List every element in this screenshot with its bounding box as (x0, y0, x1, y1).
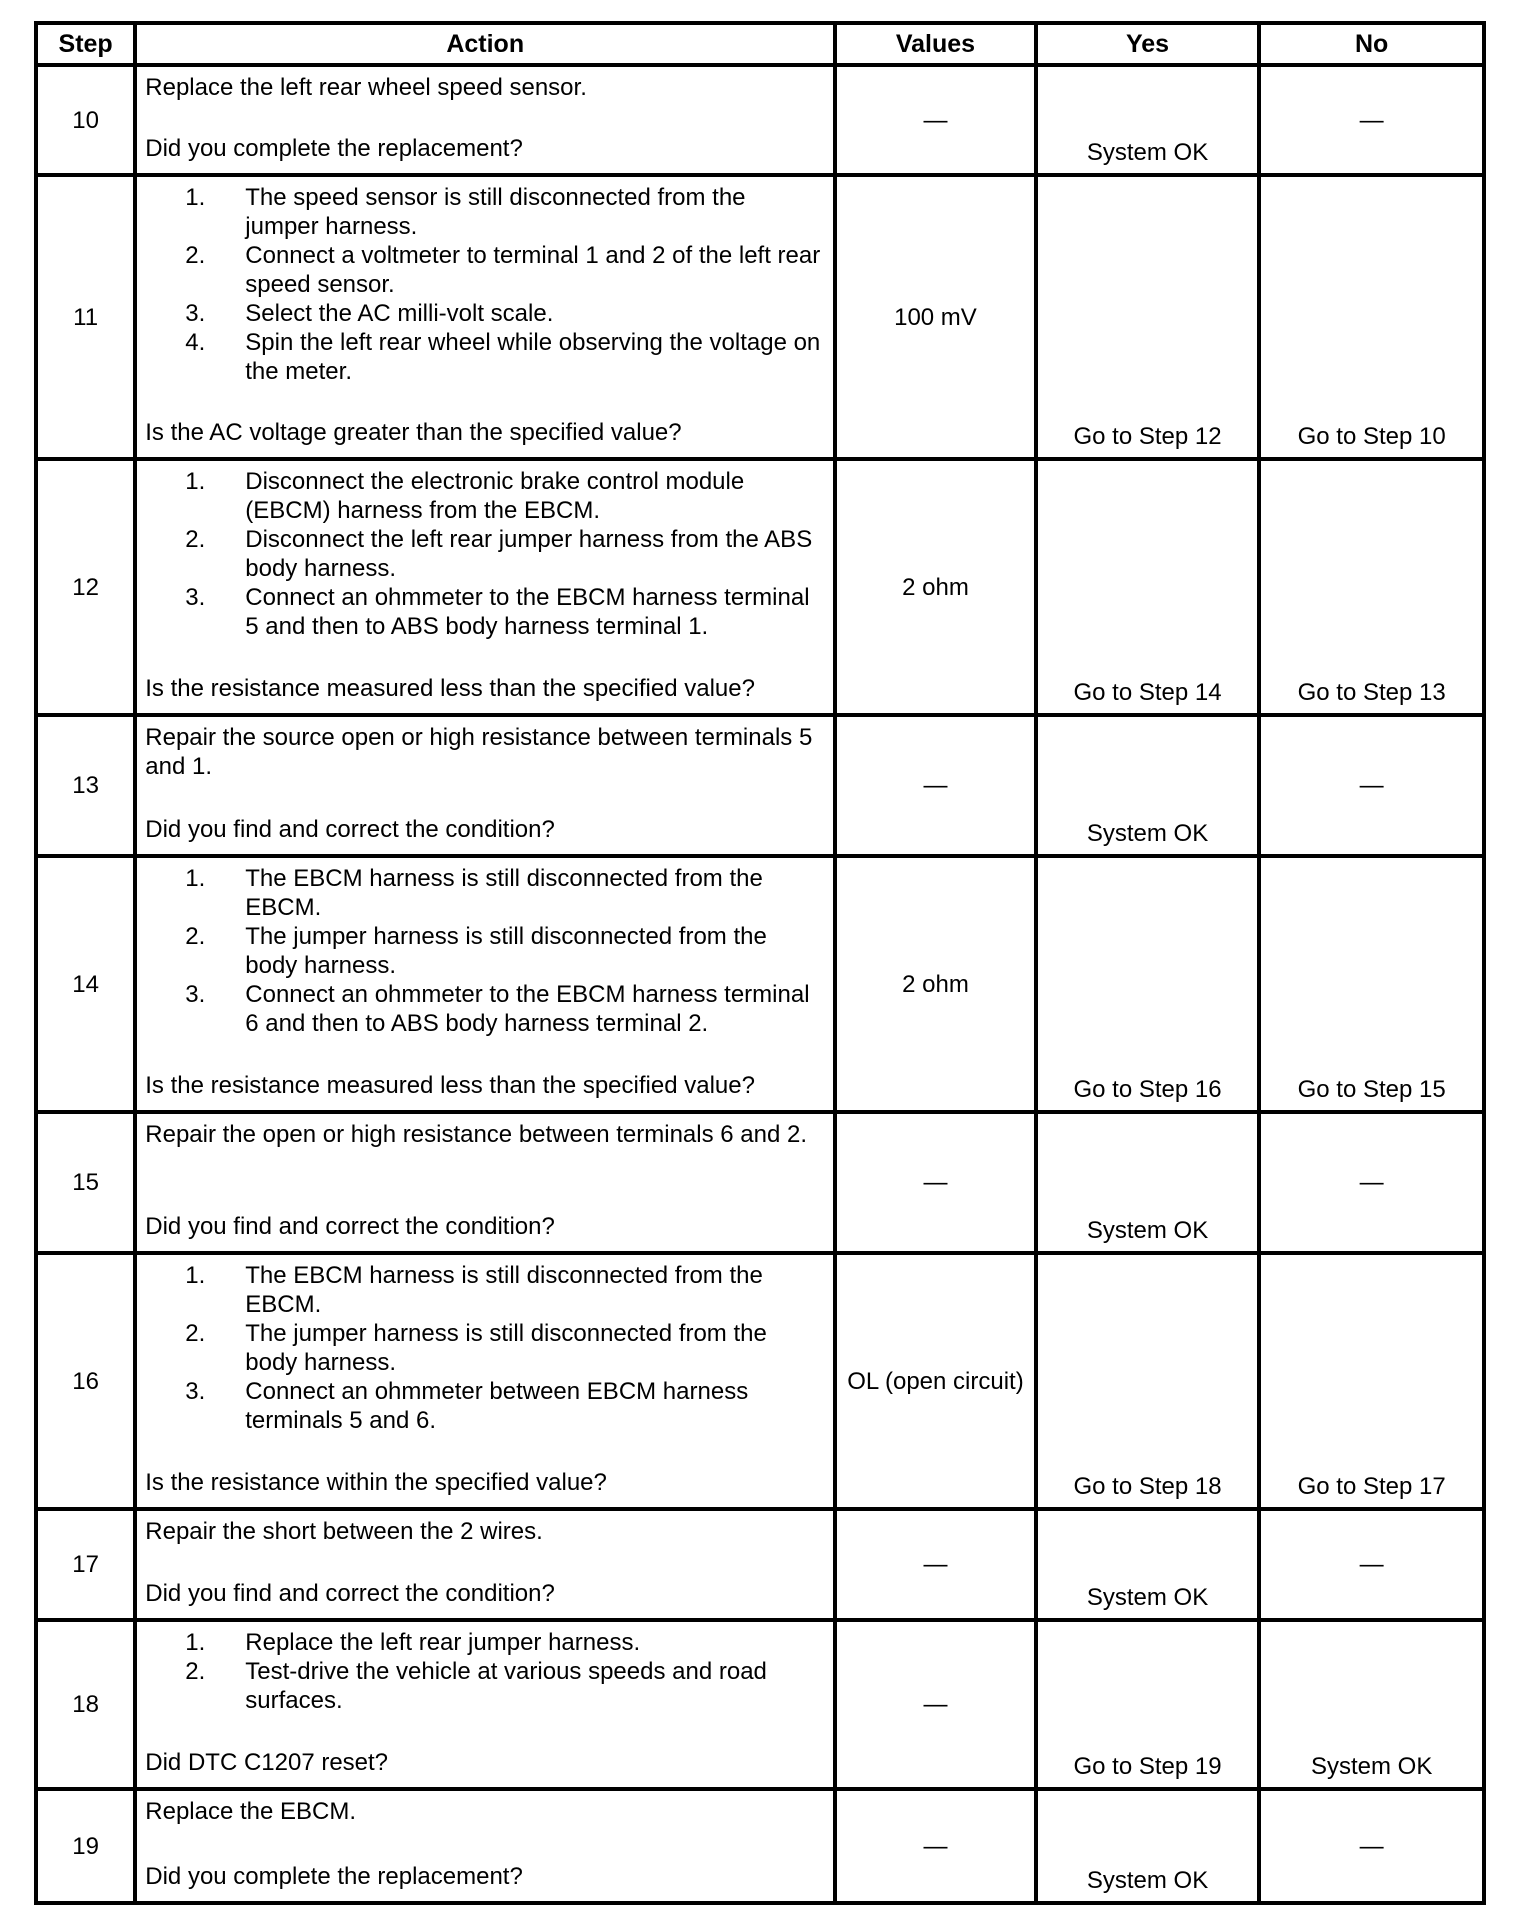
action-instructions (145, 183, 825, 386)
list-item-text: Connect an ohmmeter to the EBCM harness terminal 5 and then to ABS body harness terminal 1. (245, 584, 810, 640)
list-item (145, 241, 825, 299)
no-cell: Go to Step 17 (1259, 1253, 1484, 1509)
action-cell (135, 1253, 835, 1509)
action-content (145, 1261, 825, 1497)
list-item-text: Spin the left rear wheel while observing the voltage on the meter. (245, 329, 821, 385)
list-item-number: 2. (185, 1658, 206, 1685)
action-content (145, 1120, 825, 1241)
action-instructions (145, 1628, 825, 1715)
action-cell (135, 459, 835, 715)
action-instructions (145, 1120, 825, 1149)
list-item-number: 2. (185, 1320, 206, 1347)
value-cell: — (835, 65, 1036, 175)
table-row (36, 175, 1484, 459)
action-question: Did you find and correct the condition? (145, 1580, 555, 1607)
step-number: 12 (36, 459, 135, 715)
no-cell: Go to Step 10 (1259, 175, 1484, 459)
list-item-number: 1. (185, 1262, 206, 1289)
action-cell (135, 1112, 835, 1253)
list-item-number: 1. (185, 184, 206, 211)
action-content (145, 1628, 825, 1777)
action-step-list (145, 183, 825, 386)
list-item-number: 3. (185, 1378, 206, 1405)
list-item-number: 4. (185, 329, 206, 356)
value-cell: 2 ohm (835, 856, 1036, 1112)
table-row (36, 65, 1484, 175)
table-row (36, 856, 1484, 1112)
action-instructions (145, 723, 825, 781)
list-item-number: 3. (185, 300, 206, 327)
action-content (145, 467, 825, 703)
action-text: Repair the source open or high resistance between terminals 5 and 1. (145, 724, 813, 780)
header-action: Action (135, 23, 835, 65)
list-item-text: Connect an ohmmeter to the EBCM harness terminal 6 and then to ABS body harness terminal 2. (245, 981, 810, 1037)
no-cell: Go to Step 15 (1259, 856, 1484, 1112)
action-instructions (145, 1517, 825, 1546)
header-step: Step (36, 23, 135, 65)
list-item-text: The EBCM harness is still disconnected from the EBCM. (245, 1262, 763, 1318)
list-item (145, 583, 825, 641)
value-cell: — (835, 1112, 1036, 1253)
table-body (36, 65, 1484, 1903)
table-row (36, 1509, 1484, 1620)
list-item (145, 1657, 825, 1715)
yes-cell: Go to Step 18 (1036, 1253, 1260, 1509)
list-item-text: Select the AC milli-volt scale. (245, 300, 554, 327)
list-item (145, 467, 825, 525)
value-cell: 100 mV (835, 175, 1036, 459)
step-number: 15 (36, 1112, 135, 1253)
step-number: 18 (36, 1620, 135, 1789)
table-row (36, 1253, 1484, 1509)
list-item-number: 2. (185, 526, 206, 553)
list-item (145, 1319, 825, 1377)
yes-cell: System OK (1036, 1112, 1260, 1253)
yes-cell: Go to Step 14 (1036, 459, 1260, 715)
list-item-text: Connect a voltmeter to terminal 1 and 2 of the left rear speed sensor. (245, 242, 821, 298)
action-content (145, 723, 825, 844)
action-question: Did DTC C1207 reset? (145, 1749, 389, 1776)
step-number: 11 (36, 175, 135, 459)
value-cell: — (835, 715, 1036, 856)
list-item-text: The speed sensor is still disconnected from the jumper harness. (245, 184, 746, 240)
value-cell: 2 ohm (835, 459, 1036, 715)
action-step-list (145, 1261, 825, 1435)
value-cell: — (835, 1509, 1036, 1620)
action-instructions (145, 1797, 825, 1826)
action-content (145, 183, 825, 447)
list-item-number: 1. (185, 865, 206, 892)
list-item (145, 299, 825, 328)
step-number: 10 (36, 65, 135, 175)
step-number: 16 (36, 1253, 135, 1509)
action-instructions (145, 467, 825, 641)
list-item-text: Disconnect the left rear jumper harness from the ABS body harness. (245, 526, 813, 582)
list-item (145, 183, 825, 241)
action-question: Is the AC voltage greater than the specified value? (145, 419, 682, 446)
list-item (145, 980, 825, 1038)
action-text: Repair the short between the 2 wires. (145, 1518, 543, 1545)
action-cell (135, 1509, 835, 1620)
list-item-number: 1. (185, 468, 206, 495)
diagnostic-table (34, 21, 1486, 1905)
list-item-number: 3. (185, 981, 206, 1008)
value-cell: OL (open circuit) (835, 1253, 1036, 1509)
table-row (36, 459, 1484, 715)
yes-cell: Go to Step 12 (1036, 175, 1260, 459)
list-item-text: The jumper harness is still disconnected from the body harness. (245, 1320, 767, 1376)
list-item (145, 1261, 825, 1319)
action-cell (135, 715, 835, 856)
action-step-list (145, 864, 825, 1038)
list-item-text: The jumper harness is still disconnected from the body harness. (245, 923, 767, 979)
action-text: Repair the open or high resistance between terminals 6 and 2. (145, 1121, 807, 1148)
action-instructions (145, 864, 825, 1038)
action-cell (135, 1789, 835, 1903)
yes-cell: Go to Step 16 (1036, 856, 1260, 1112)
header-values: Values (835, 23, 1036, 65)
action-step-list (145, 1628, 825, 1715)
yes-cell: System OK (1036, 715, 1260, 856)
action-question: Did you find and correct the condition? (145, 816, 555, 843)
action-question: Is the resistance within the specified value? (145, 1469, 607, 1496)
list-item-text: Test-drive the vehicle at various speeds and road surfaces. (245, 1658, 767, 1714)
action-content (145, 1517, 825, 1608)
list-item-text: The EBCM harness is still disconnected from the EBCM. (245, 865, 763, 921)
no-cell: System OK (1259, 1620, 1484, 1789)
list-item-number: 2. (185, 242, 206, 269)
action-question: Did you find and correct the condition? (145, 1213, 555, 1240)
action-cell (135, 65, 835, 175)
action-question: Did you complete the replacement? (145, 1863, 523, 1890)
action-question: Is the resistance measured less than the specified value? (145, 1072, 755, 1099)
list-item-text: Replace the left rear jumper harness. (245, 1629, 641, 1656)
value-cell: — (835, 1620, 1036, 1789)
list-item-number: 2. (185, 923, 206, 950)
action-cell (135, 175, 835, 459)
yes-cell: System OK (1036, 65, 1260, 175)
action-cell (135, 856, 835, 1112)
header-no: No (1259, 23, 1484, 65)
no-cell: — (1259, 1112, 1484, 1253)
action-question: Is the resistance measured less than the specified value? (145, 675, 755, 702)
header-yes: Yes (1036, 23, 1260, 65)
action-content (145, 73, 825, 163)
list-item-number: 3. (185, 584, 206, 611)
no-cell: — (1259, 1789, 1484, 1903)
action-question: Did you complete the replacement? (145, 135, 523, 162)
no-cell: Go to Step 13 (1259, 459, 1484, 715)
header-row (36, 23, 1484, 65)
action-cell (135, 1620, 835, 1789)
list-item (145, 864, 825, 922)
no-cell: — (1259, 1509, 1484, 1620)
list-item (145, 1628, 825, 1657)
table-row (36, 1789, 1484, 1903)
action-step-list (145, 467, 825, 641)
step-number: 17 (36, 1509, 135, 1620)
yes-cell: System OK (1036, 1509, 1260, 1620)
table-row (36, 1620, 1484, 1789)
step-number: 13 (36, 715, 135, 856)
action-text: Replace the EBCM. (145, 1798, 357, 1825)
list-item-text: Connect an ohmmeter between EBCM harness terminals 5 and 6. (245, 1378, 749, 1434)
action-instructions (145, 73, 825, 102)
table-row (36, 1112, 1484, 1253)
list-item (145, 525, 825, 583)
yes-cell: System OK (1036, 1789, 1260, 1903)
value-cell: — (835, 1789, 1036, 1903)
list-item-text: Disconnect the electronic brake control module (EBCM) harness from the EBCM. (245, 468, 745, 524)
list-item (145, 328, 825, 386)
yes-cell: Go to Step 19 (1036, 1620, 1260, 1789)
no-cell: — (1259, 715, 1484, 856)
list-item-number: 1. (185, 1629, 206, 1656)
list-item (145, 922, 825, 980)
action-content (145, 864, 825, 1100)
action-text: Replace the left rear wheel speed sensor. (145, 74, 587, 101)
list-item (145, 1377, 825, 1435)
table-row (36, 715, 1484, 856)
action-content (145, 1797, 825, 1891)
no-cell: — (1259, 65, 1484, 175)
step-number: 19 (36, 1789, 135, 1903)
step-number: 14 (36, 856, 135, 1112)
action-instructions (145, 1261, 825, 1435)
